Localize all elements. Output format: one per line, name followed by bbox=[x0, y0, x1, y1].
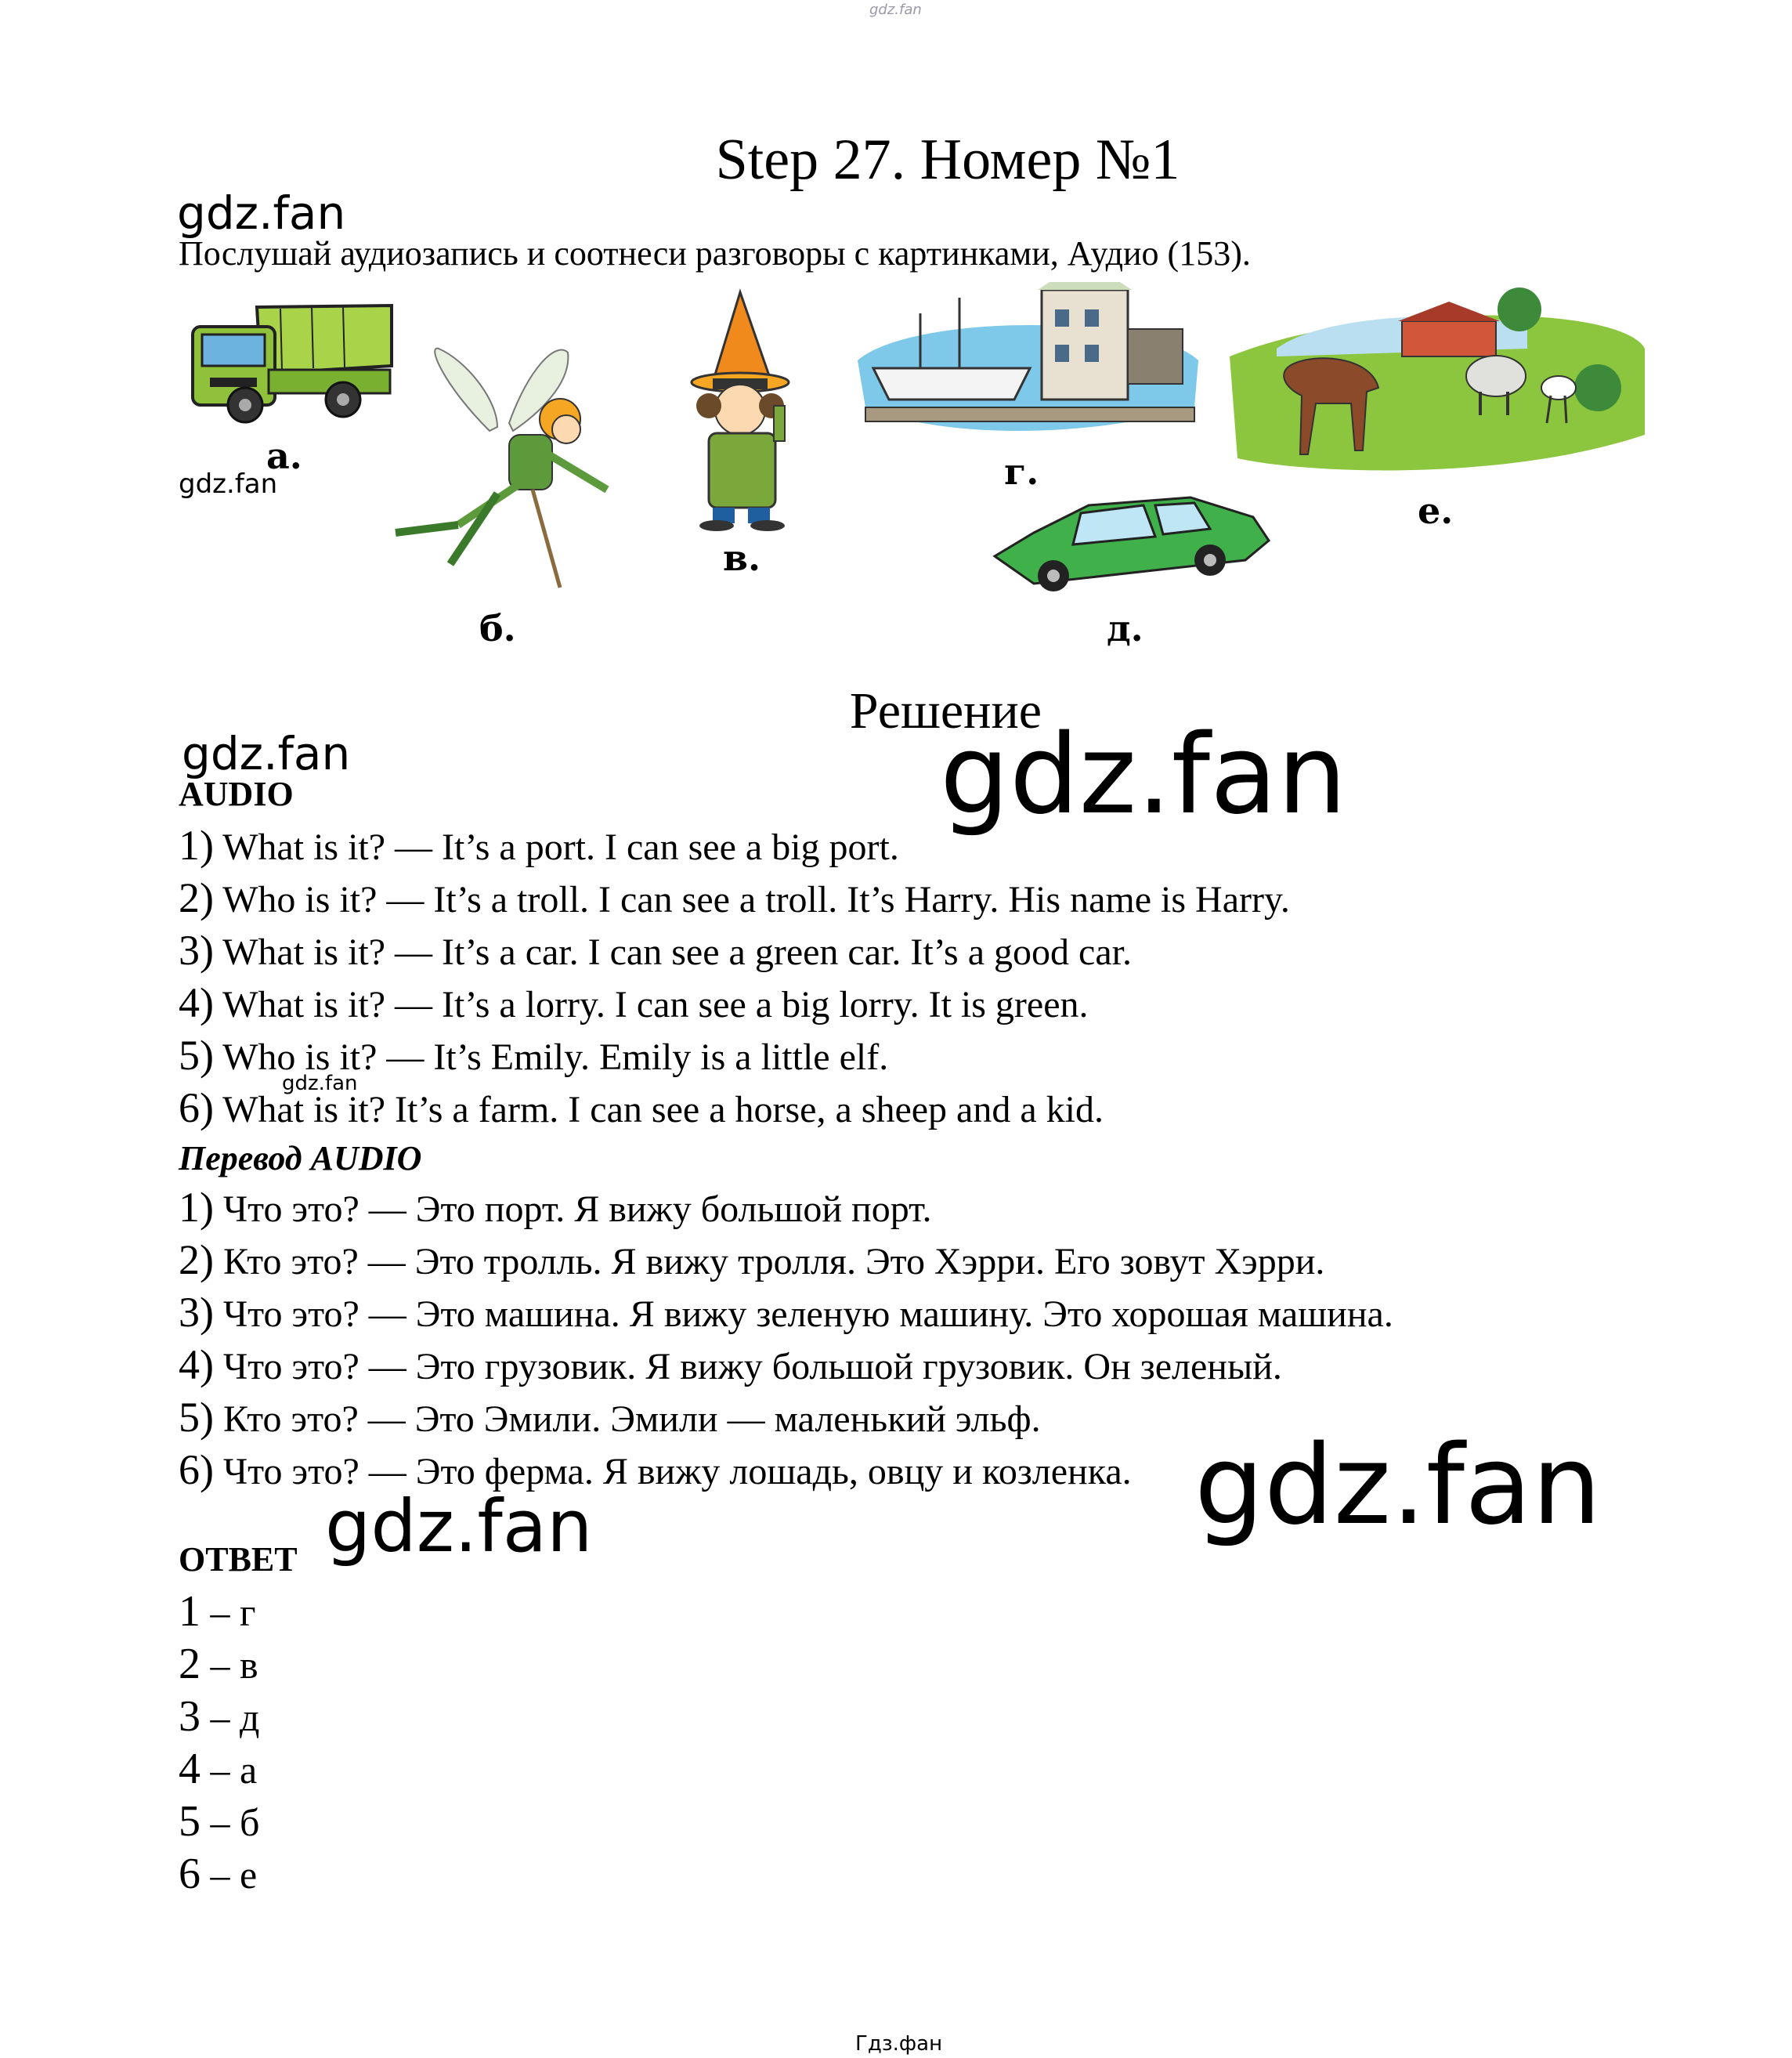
translation-line bbox=[179, 1340, 1282, 1389]
answer-letter: – е bbox=[201, 1853, 258, 1897]
car-icon bbox=[987, 486, 1277, 595]
line-number: 2) bbox=[179, 874, 214, 921]
answer-number: 3 bbox=[179, 1692, 201, 1741]
line-text: Кто это? — Это тролль. Я вижу тролля. Это Хэрри. Его зовут Хэрри. bbox=[213, 1241, 1325, 1282]
line-text: What is it? It’s a farm. I can see a horse, a sheep and a kid. bbox=[213, 1089, 1104, 1130]
picture-label-v: в. bbox=[723, 537, 761, 579]
line-number: 3) bbox=[179, 1289, 214, 1336]
answer-number: 1 bbox=[179, 1587, 201, 1636]
answer-number: 4 bbox=[179, 1745, 201, 1793]
answer-item bbox=[179, 1586, 256, 1637]
audio-line bbox=[179, 821, 899, 870]
picture-label-g: г. bbox=[1004, 450, 1039, 493]
line-number: 2) bbox=[179, 1236, 214, 1283]
audio-line bbox=[179, 978, 1089, 1027]
audio-heading: AUDIO bbox=[179, 775, 294, 813]
elf-icon bbox=[380, 337, 615, 595]
answer-heading: ОТВЕТ bbox=[179, 1540, 298, 1579]
picture-label-b: б. bbox=[479, 607, 516, 649]
line-text: What is it? — It’s a port. I can see a big port. bbox=[213, 826, 899, 868]
line-text: Who is it? — It’s Emily. Emily is a little elf. bbox=[213, 1036, 889, 1078]
line-number: 1) bbox=[179, 1184, 214, 1231]
answer-letter: – г bbox=[201, 1590, 256, 1634]
watermark-top: gdz.fan bbox=[869, 2, 922, 18]
line-number: 6) bbox=[179, 1084, 214, 1131]
footer-watermark: Гдз.фан bbox=[855, 2032, 943, 2056]
watermark-3: gdz.fan bbox=[182, 727, 351, 780]
watermark-4-large: gdz.fan bbox=[940, 711, 1347, 839]
translation-line bbox=[179, 1445, 1132, 1494]
watermark-5-small: gdz.fan bbox=[282, 1072, 358, 1095]
answer-item bbox=[179, 1639, 258, 1689]
watermark-6-large: gdz.fan bbox=[1194, 1422, 1602, 1550]
answer-letter: – в bbox=[201, 1643, 258, 1687]
answer-number: 6 bbox=[179, 1850, 201, 1898]
line-text: Что это? — Это машина. Я вижу зеленую машину. Это хорошая машина. bbox=[213, 1293, 1393, 1335]
watermark-1: gdz.fan bbox=[177, 186, 346, 240]
line-text: Что это? — Это порт. Я вижу большой порт. bbox=[213, 1188, 932, 1230]
picture-label-d: д. bbox=[1107, 607, 1143, 649]
lorry-icon bbox=[186, 291, 398, 432]
port-icon bbox=[850, 282, 1202, 439]
answer-number: 2 bbox=[179, 1640, 201, 1688]
translation-line bbox=[179, 1235, 1324, 1284]
answer-item bbox=[179, 1744, 257, 1794]
troll-icon bbox=[681, 288, 815, 531]
line-text: What is it? — It’s a car. I can see a green car. It’s a good car. bbox=[213, 931, 1132, 973]
answer-letter: – б bbox=[201, 1800, 260, 1844]
line-text: What is it? — It’s a lorry. I can see a big lorry. It is green. bbox=[213, 984, 1089, 1025]
watermark-2: gdz.fan bbox=[179, 468, 278, 500]
line-number: 5) bbox=[179, 1394, 214, 1441]
line-text: Что это? — Это грузовик. Я вижу большой грузовик. Он зеленый. bbox=[213, 1346, 1282, 1387]
answer-number: 5 bbox=[179, 1797, 201, 1846]
answer-letter: – д bbox=[201, 1695, 260, 1739]
line-number: 4) bbox=[179, 1341, 214, 1388]
line-text: Who is it? — It’s a troll. I can see a troll. It’s Harry. His name is Harry. bbox=[213, 879, 1290, 920]
answer-item bbox=[179, 1796, 259, 1846]
translation-heading: Перевод AUDIO bbox=[179, 1139, 422, 1177]
line-number: 5) bbox=[179, 1032, 214, 1079]
answer-item bbox=[179, 1849, 257, 1899]
translation-line bbox=[179, 1288, 1393, 1336]
audio-line bbox=[179, 1083, 1104, 1132]
answer-item bbox=[179, 1691, 259, 1742]
farm-icon bbox=[1230, 278, 1653, 482]
page-title: Step 27. Номер №1 bbox=[715, 128, 1180, 192]
answer-letter: – а bbox=[201, 1748, 258, 1792]
line-text: Кто это? — Это Эмили. Эмили — маленький эльф. bbox=[213, 1398, 1041, 1440]
solution-heading: Решение bbox=[849, 682, 1042, 740]
line-number: 4) bbox=[179, 979, 214, 1026]
watermark-7-large: gdz.fan bbox=[325, 1485, 593, 1568]
line-number: 3) bbox=[179, 927, 214, 974]
audio-line bbox=[179, 873, 1290, 922]
audio-line bbox=[179, 926, 1132, 975]
line-text: Что это? — Это ферма. Я вижу лошадь, овцу и козленка. bbox=[213, 1451, 1132, 1492]
line-number: 6) bbox=[179, 1446, 214, 1493]
instruction-text: Послушай аудиозапись и соотнеси разговоры с картинками, Аудио (153). bbox=[179, 234, 1251, 273]
translation-line bbox=[179, 1393, 1041, 1441]
picture-label-a: а. bbox=[266, 435, 302, 477]
line-number: 1) bbox=[179, 822, 214, 869]
translation-line bbox=[179, 1183, 931, 1232]
picture-label-e: е. bbox=[1418, 490, 1454, 532]
